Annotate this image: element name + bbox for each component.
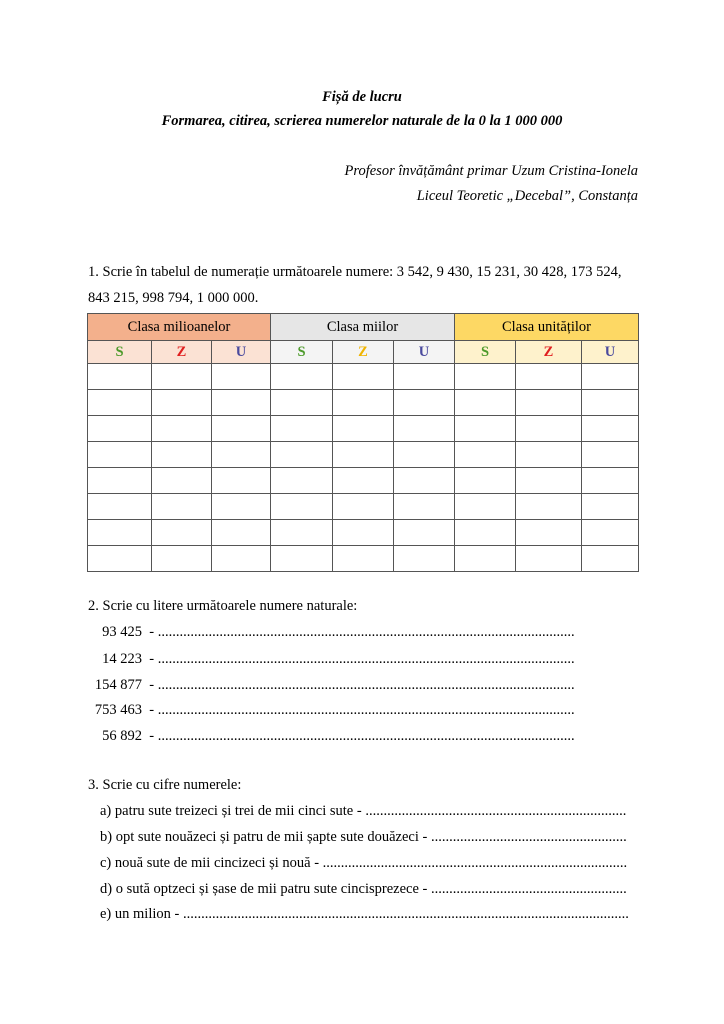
list-item[interactable]: c) nouă sute de mii cincizeci și nouă - .................................................................................... [100, 855, 628, 871]
table-cell[interactable] [455, 520, 516, 546]
table-cell[interactable] [152, 390, 212, 416]
exercise-3-title: 3. Scrie cu cifre numerele: [88, 777, 242, 793]
number-label: 14 223 [102, 651, 142, 667]
number-label: 56 892 [102, 728, 142, 744]
table-cell[interactable] [212, 494, 271, 520]
list-item[interactable] [88, 677, 638, 694]
table-cell[interactable] [516, 520, 582, 546]
exercise-1-text-line1: 1. Scrie în tabelul de numerație următoarele numere: 3 542, 9 430, 15 231, 30 428, 173 524, [88, 264, 622, 280]
table-cell[interactable] [582, 468, 639, 494]
table-cell[interactable] [212, 442, 271, 468]
list-item[interactable]: a) patru sute treizeci și trei de mii cinci sute - ........................................................................ [100, 803, 627, 819]
subheader-z: Z [333, 341, 394, 364]
answer-line: - ................................................................................................................... [149, 677, 575, 693]
answer-line: - ................................................................................................................... [149, 702, 575, 718]
table-cell[interactable] [88, 494, 152, 520]
subheader-z: Z [516, 341, 582, 364]
table-cell[interactable] [88, 468, 152, 494]
subheader-s: S [455, 341, 516, 364]
table-cell[interactable] [212, 390, 271, 416]
table-cell[interactable] [333, 520, 394, 546]
table-cell[interactable] [333, 468, 394, 494]
table-cell[interactable] [582, 494, 639, 520]
list-item[interactable] [88, 702, 638, 719]
table-cell[interactable] [271, 494, 333, 520]
list-item[interactable]: e) un milion - ........................................................................................................................... [100, 906, 629, 922]
list-item[interactable]: d) o sută optzeci și șase de mii patru sute cincisprezece - ...................................................... [100, 881, 627, 897]
table-cell[interactable] [394, 494, 455, 520]
table-cell[interactable] [212, 416, 271, 442]
table-cell[interactable] [152, 546, 212, 572]
table-cell[interactable] [516, 416, 582, 442]
numeration-table [87, 313, 639, 572]
subheader-u: U [582, 341, 639, 364]
class-units-header: Clasa unităților [455, 314, 639, 341]
table-cell[interactable] [455, 364, 516, 390]
table-cell[interactable] [152, 494, 212, 520]
subheader-u: U [394, 341, 455, 364]
table-cell[interactable] [455, 390, 516, 416]
exercise-2-title: 2. Scrie cu litere următoarele numere naturale: [88, 598, 358, 614]
table-cell[interactable] [271, 416, 333, 442]
subheader-s: S [271, 341, 333, 364]
table-cell[interactable] [455, 494, 516, 520]
table-cell[interactable] [394, 468, 455, 494]
table-cell[interactable] [516, 546, 582, 572]
number-label: 154 877 [94, 677, 142, 693]
answer-line: - ................................................................................................................... [149, 651, 575, 667]
table-cell[interactable] [333, 442, 394, 468]
table-cell[interactable] [271, 442, 333, 468]
table-cell[interactable] [88, 442, 152, 468]
table-cell[interactable] [88, 364, 152, 390]
table-cell[interactable] [455, 442, 516, 468]
subheader-z: Z [152, 341, 212, 364]
table-cell[interactable] [333, 390, 394, 416]
table-cell[interactable] [394, 364, 455, 390]
subheader-s: S [88, 341, 152, 364]
table-cell[interactable] [152, 364, 212, 390]
table-cell[interactable] [455, 546, 516, 572]
table-cell[interactable] [271, 390, 333, 416]
table-cell[interactable] [271, 520, 333, 546]
school-line: Liceul Teoretic „Decebal”, Constanța [416, 188, 638, 204]
number-label: 93 425 [102, 624, 142, 640]
table-cell[interactable] [333, 546, 394, 572]
table-cell[interactable] [455, 468, 516, 494]
table-cell[interactable] [394, 416, 455, 442]
table-cell[interactable] [394, 546, 455, 572]
worksheet-subtitle: Formarea, citirea, scrierea numerelor naturale de la 0 la 1 000 000 [161, 113, 563, 129]
table-cell[interactable] [394, 520, 455, 546]
author-line: Profesor învățământ primar Uzum Cristina-Ionela [344, 163, 638, 179]
list-item[interactable] [88, 728, 638, 745]
table-cell[interactable] [516, 390, 582, 416]
table-cell[interactable] [516, 494, 582, 520]
table-cell[interactable] [516, 442, 582, 468]
table-cell[interactable] [88, 546, 152, 572]
table-cell[interactable] [212, 468, 271, 494]
table-cell[interactable] [516, 364, 582, 390]
table-cell[interactable] [212, 546, 271, 572]
list-item[interactable]: b) opt sute nouăzeci și patru de mii șapte sute douăzeci - ...................................................... [100, 829, 627, 845]
table-cell[interactable] [271, 364, 333, 390]
table-cell[interactable] [152, 468, 212, 494]
table-cell[interactable] [271, 468, 333, 494]
table-cell[interactable] [152, 442, 212, 468]
table-cell[interactable] [271, 546, 333, 572]
table-cell[interactable] [212, 364, 271, 390]
table-cell[interactable] [88, 520, 152, 546]
table-cell[interactable] [333, 364, 394, 390]
table-cell[interactable] [516, 468, 582, 494]
table-cell[interactable] [394, 390, 455, 416]
table-cell[interactable] [394, 442, 455, 468]
table-cell[interactable] [88, 390, 152, 416]
answer-line: - ................................................................................................................... [149, 728, 575, 744]
answer-line: - ................................................................................................................... [149, 624, 575, 640]
exercise-1-text-line2: 843 215, 998 794, 1 000 000. [88, 290, 259, 306]
table-cell[interactable] [333, 494, 394, 520]
table-cell[interactable] [212, 520, 271, 546]
table-cell[interactable] [582, 520, 639, 546]
table-cell[interactable] [152, 520, 212, 546]
subheader-u: U [212, 341, 271, 364]
table-cell[interactable] [582, 390, 639, 416]
table-cell[interactable] [88, 416, 152, 442]
table-cell[interactable] [333, 416, 394, 442]
list-item[interactable] [88, 651, 638, 668]
table-cell[interactable] [582, 416, 639, 442]
class-millions-header: Clasa milioanelor [88, 314, 271, 341]
table-cell[interactable] [582, 442, 639, 468]
table-cell[interactable] [455, 416, 516, 442]
table-cell[interactable] [582, 546, 639, 572]
number-label: 753 463 [94, 702, 142, 718]
list-item[interactable] [88, 624, 638, 641]
worksheet-title: Fișă de lucru [322, 89, 402, 105]
class-thousands-header: Clasa miilor [271, 314, 455, 341]
table-cell[interactable] [152, 416, 212, 442]
table-cell[interactable] [582, 364, 639, 390]
